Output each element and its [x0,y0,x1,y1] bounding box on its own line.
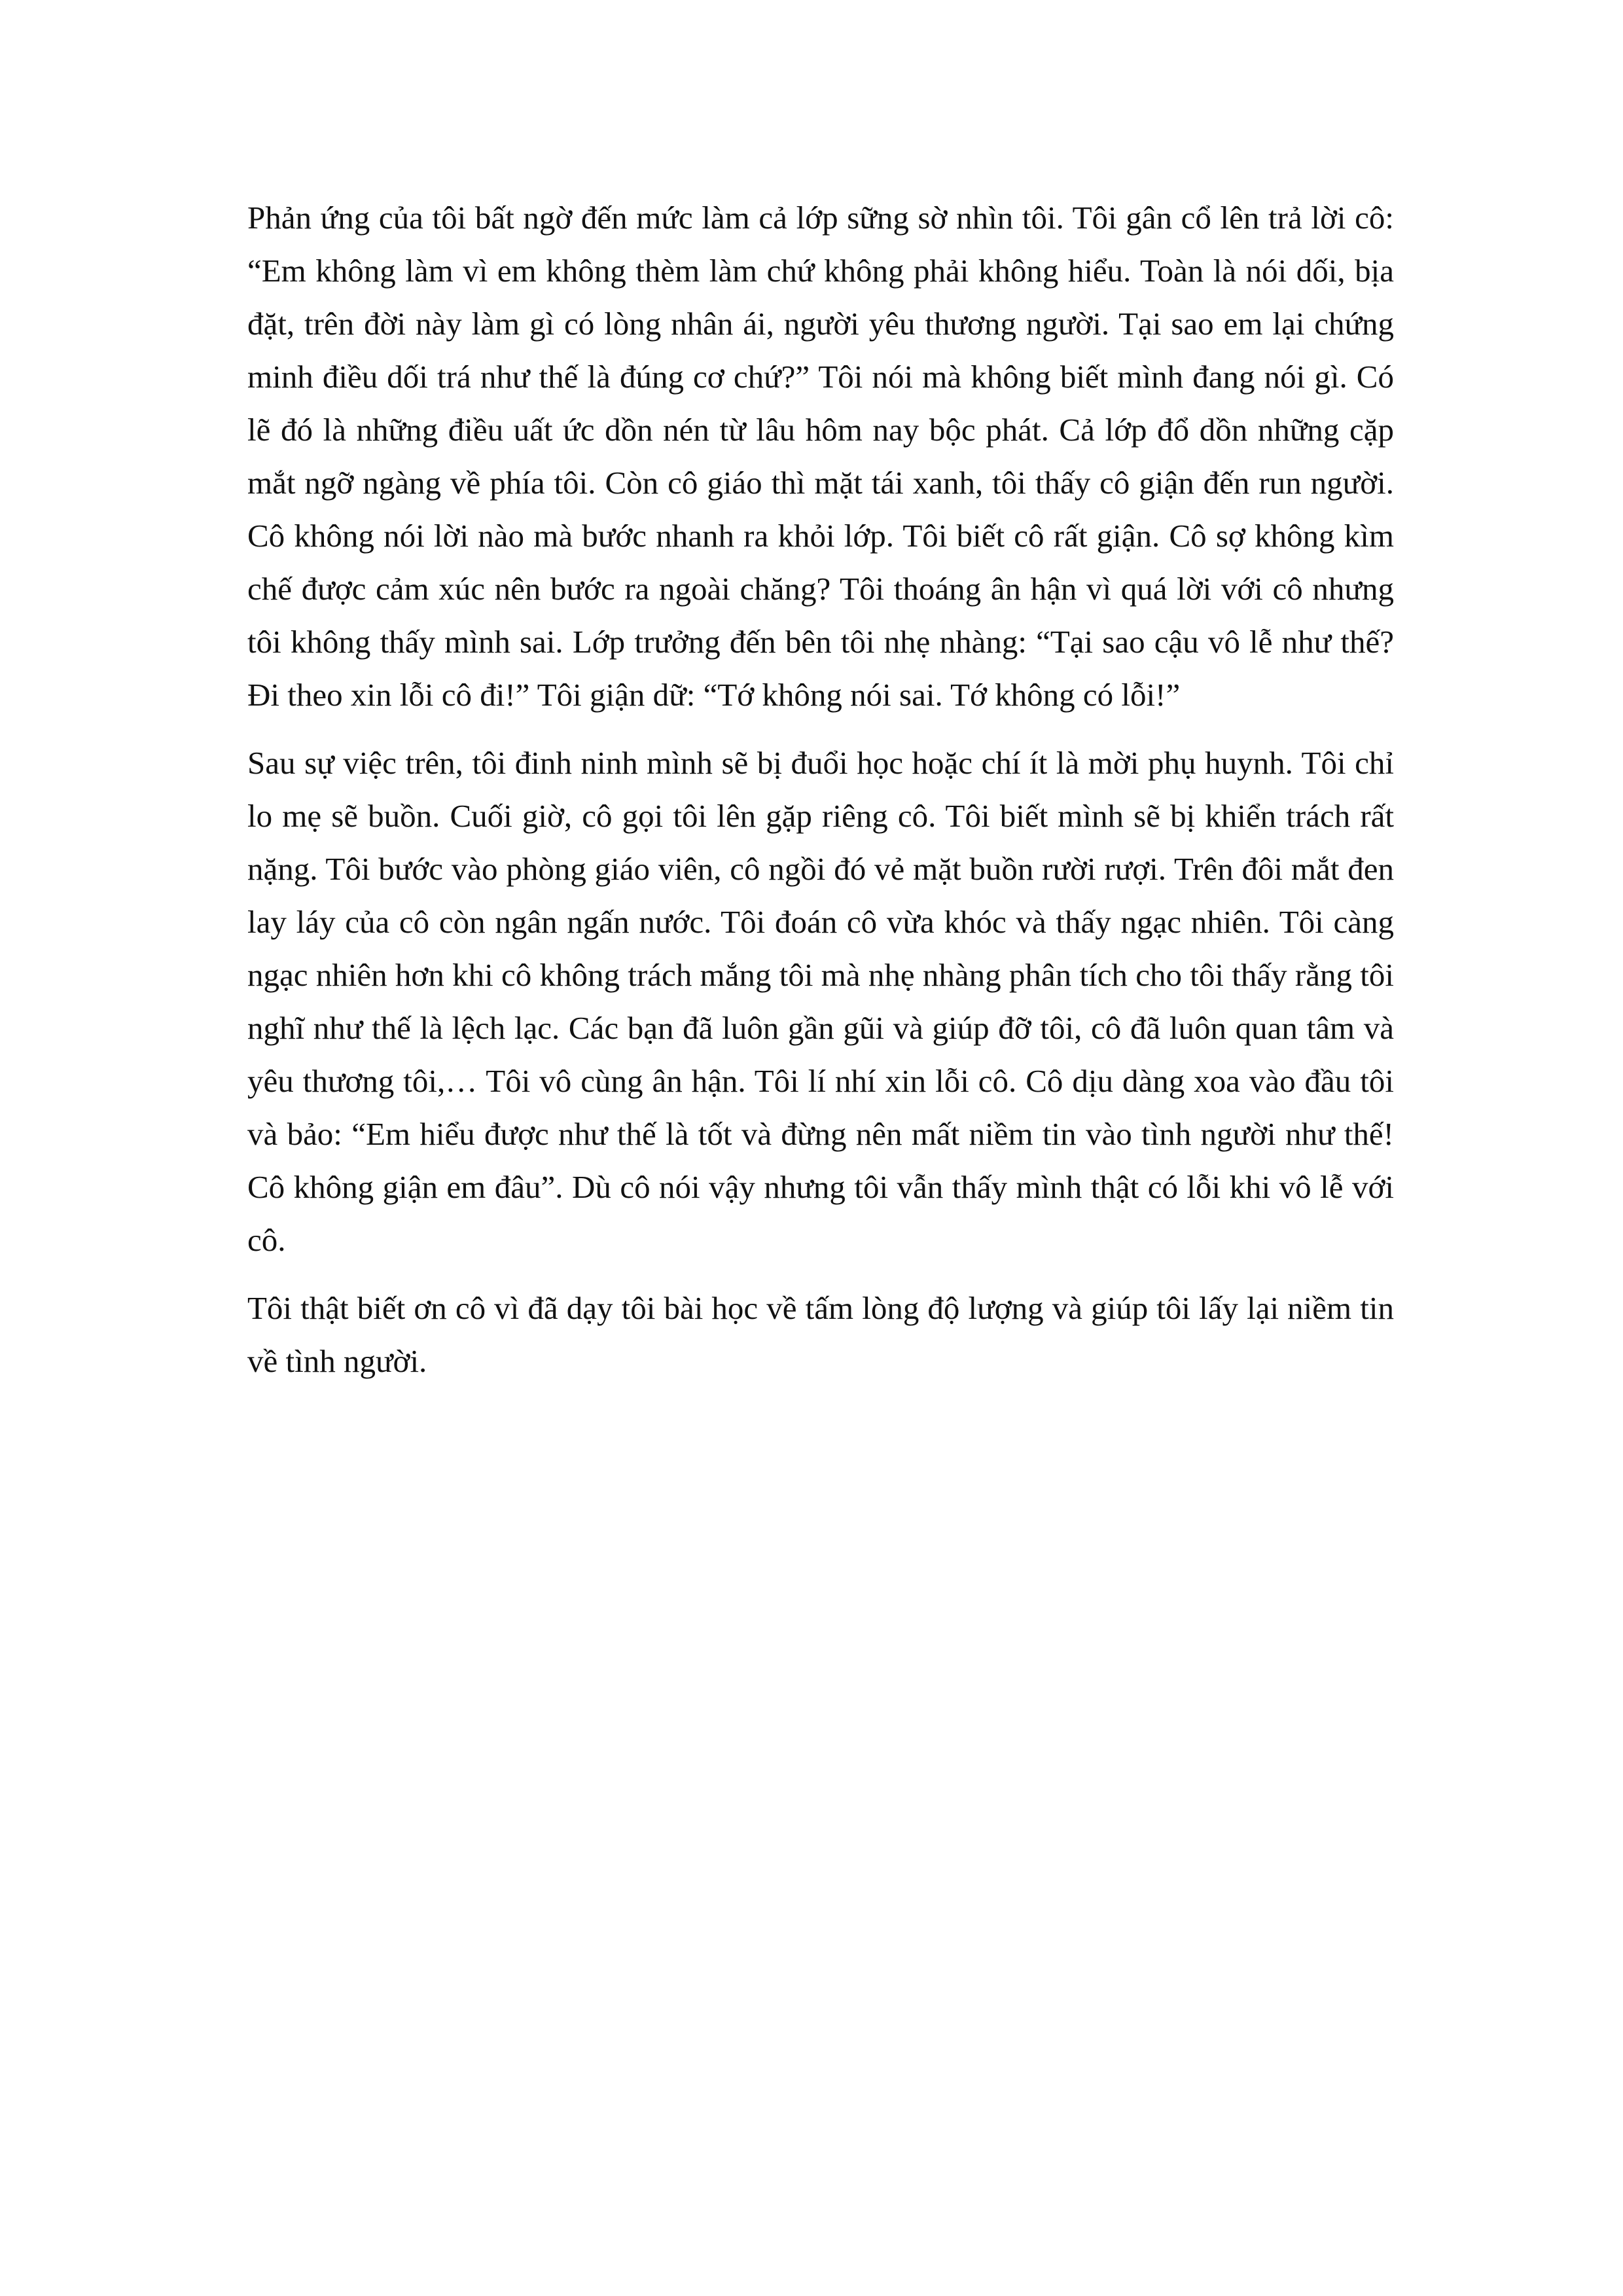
paragraph-3: Tôi thật biết ơn cô vì đã dạy tôi bài học về tấm lòng độ lượng và giúp tôi lấy lại niềm tin về tình người. [247,1290,1394,1379]
document-body [247,191,1394,1403]
paragraph-1: Phản ứng của tôi bất ngờ đến mức làm cả lớp sững sờ nhìn tôi. Tôi gân cổ lên trả lời cô: “Em không làm vì em không thèm làm chứ không phải không hiểu. Toàn là nói dối, bịa đặt, trên đời này làm gì có lòng nhân ái, người yêu thương người. Tại sao em lại chứng minh điều dối trá như thế là đúng cơ chứ?” Tôi nói mà không biết mình đang nói gì. Có lẽ đó là những điều uất ức dồn nén từ lâu hôm nay bộc phát. Cả lớp đổ dồn những cặp mắt ngỡ ngàng về phía tôi. Còn cô giáo thì mặt tái xanh, tôi thấy cô giận đến run người. Cô không nói lời nào mà bước nhanh ra khỏi lớp. Tôi biết cô rất giận. Cô sợ không kìm chế được cảm xúc nên bước ra ngoài chăng? Tôi thoáng ân hận vì quá lời với cô nhưng tôi không thấy mình sai. Lớp trưởng đến bên tôi nhẹ nhàng: “Tại sao cậu vô lễ như thế? Đi theo xin lỗi cô đi!” Tôi giận dữ: “Tớ không nói sai. Tớ không có lỗi!” [247,200,1394,713]
paragraph-2: Sau sự việc trên, tôi đinh ninh mình sẽ bị đuổi học hoặc chí ít là mời phụ huynh. Tôi chỉ lo mẹ sẽ buồn. Cuối giờ, cô gọi tôi lên gặp riêng cô. Tôi biết mình sẽ bị khiển trách rất nặng. Tôi bước vào phòng giáo viên, cô ngồi đó vẻ mặt buồn rười rượi. Trên đôi mắt đen lay láy của cô còn ngân ngấn nước. Tôi đoán cô vừa khóc và thấy ngạc nhiên. Tôi càng ngạc nhiên hơn khi cô không trách mắng tôi mà nhẹ nhàng phân tích cho tôi thấy rằng tôi nghĩ như thế là lệch lạc. Các bạn đã luôn gần gũi và giúp đỡ tôi, cô đã luôn quan tâm và yêu thương tôi,… Tôi vô cùng ân hận. Tôi lí nhí xin lỗi cô. Cô dịu dàng xoa vào đầu tôi và bảo: “Em hiểu được như thế là tốt và đừng nên mất niềm tin vào tình người như thế! Cô không giận em đâu”. Dù cô nói vậy nhưng tôi vẫn thấy mình thật có lỗi khi vô lễ với cô. [247,745,1394,1258]
